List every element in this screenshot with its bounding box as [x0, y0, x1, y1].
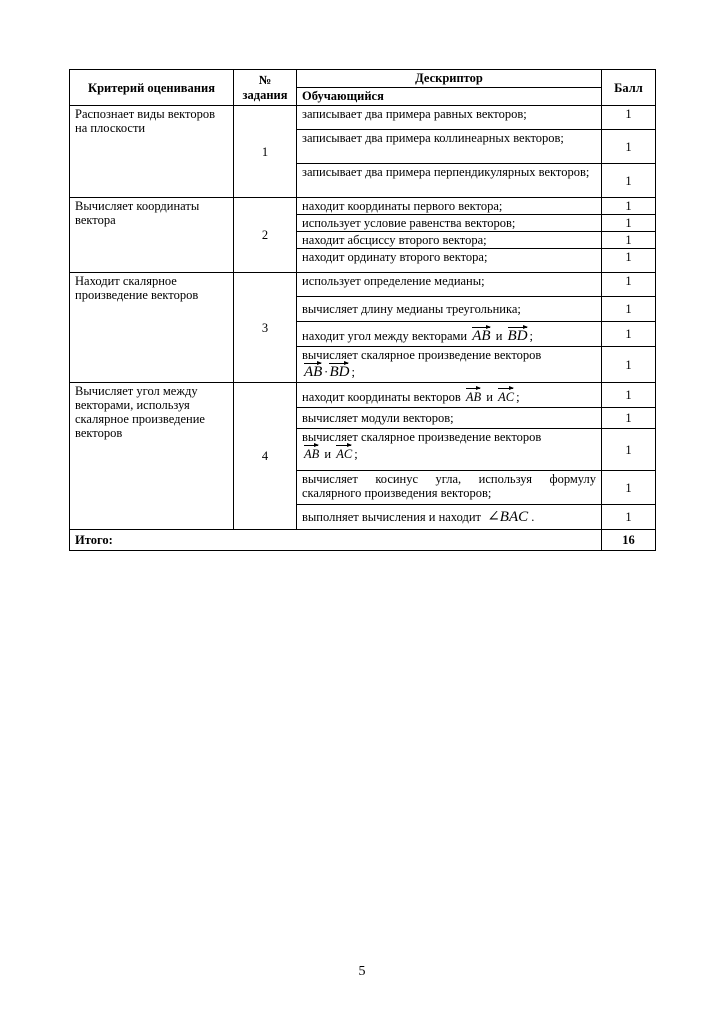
descriptor-cell — [297, 383, 602, 408]
task-number-cell: 1 — [234, 106, 297, 198]
descriptor-cell — [297, 322, 602, 347]
score-cell: 1 — [602, 164, 656, 198]
score-cell: 1 — [602, 273, 656, 297]
descriptor-cell — [297, 347, 602, 383]
descriptor-cell: находит абсциссу второго вектора; — [297, 232, 602, 249]
punctuation: ; — [351, 365, 355, 379]
descriptor-cell: использует условие равенства векторов; — [297, 215, 602, 232]
assessment-rubric-table — [69, 69, 656, 551]
header-task-number-line1: № — [258, 72, 272, 87]
table-row — [70, 106, 656, 130]
table-header-row — [70, 70, 656, 88]
table-row — [70, 383, 656, 408]
descriptor-text: находит координаты векторов — [302, 389, 461, 404]
score-cell: 1 — [602, 322, 656, 347]
punctuation: ; — [529, 328, 534, 343]
score-cell: 1 — [602, 429, 656, 471]
header-criterion: Критерий оценивания — [70, 70, 234, 106]
descriptor-cell: находит ординату второго вектора; — [297, 249, 602, 273]
score-cell: 1 — [602, 249, 656, 273]
header-learner: Обучающийся — [297, 88, 602, 106]
criterion-cell: Вычисляет угол между векторами, используя скалярное произведение векторов — [70, 383, 234, 530]
vector-bd: BD — [507, 327, 528, 344]
conjunction: и — [495, 328, 503, 343]
conjunction: и — [324, 447, 332, 461]
score-cell: 1 — [602, 347, 656, 383]
header-task-number — [234, 70, 297, 106]
descriptor-text: выполняет вычисления и находит — [302, 510, 481, 524]
score-cell: 1 — [602, 130, 656, 164]
dot-operator: · — [324, 365, 328, 379]
punctuation: . — [531, 510, 535, 524]
header-task-number-line2: задания — [242, 87, 288, 102]
vector-bd: BD — [329, 364, 350, 380]
total-label: Итого: — [70, 530, 602, 551]
punctuation: ; — [354, 447, 358, 461]
score-cell: 1 — [602, 297, 656, 322]
criterion-cell: Распознает виды векторов на плоскости — [70, 106, 234, 198]
vector-ab: AB — [304, 444, 319, 461]
descriptor-cell: записывает два примера коллинеарных векторов; — [297, 130, 602, 164]
descriptor-cell: записывает два примера перпендикулярных векторов; — [297, 164, 602, 198]
score-cell: 1 — [602, 215, 656, 232]
vector-ab: AB — [466, 387, 481, 404]
descriptor-cell: вычисляет длину медианы треугольника; — [297, 297, 602, 322]
vector-ac: AC — [336, 444, 352, 461]
criterion-cell: Находит скалярное произведение векторов — [70, 273, 234, 383]
task-number-cell: 3 — [234, 273, 297, 383]
header-score: Балл — [602, 70, 656, 106]
descriptor-cell: записывает два примера равных векторов; — [297, 106, 602, 130]
table-row — [70, 198, 656, 215]
task-number-cell: 4 — [234, 383, 297, 530]
angle-bac: ∠BAC — [487, 509, 529, 525]
descriptor-cell: находит координаты первого вектора; — [297, 198, 602, 215]
total-row — [70, 530, 656, 551]
score-cell: 1 — [602, 198, 656, 215]
total-value: 16 — [602, 530, 656, 551]
descriptor-text: находит угол между векторами — [302, 328, 468, 343]
page-number: 5 — [358, 964, 366, 979]
header-descriptor: Дескриптор — [297, 70, 602, 88]
criterion-cell: Вычисляет координаты вектора — [70, 198, 234, 273]
table-row — [70, 273, 656, 297]
score-cell: 1 — [602, 505, 656, 530]
descriptor-cell: использует определение медианы; — [297, 273, 602, 297]
score-cell: 1 — [602, 232, 656, 249]
vector-ab: AB — [472, 327, 491, 344]
descriptor-cell: вычисляет модули векторов; — [297, 408, 602, 429]
descriptor-text: вычисляет скалярное произведение векторов — [302, 430, 542, 444]
descriptor-text: вычисляет скалярное произведение векторов — [302, 348, 542, 362]
descriptor-cell — [297, 429, 602, 471]
descriptor-cell — [297, 505, 602, 530]
score-cell: 1 — [602, 383, 656, 408]
score-cell: 1 — [602, 408, 656, 429]
descriptor-cell: вычисляет косинус угла, используя формулу скалярного произведения векторов; — [297, 471, 602, 505]
task-number-cell: 2 — [234, 198, 297, 273]
punctuation: ; — [516, 389, 520, 404]
vector-ac: AC — [498, 387, 514, 404]
conjunction: и — [486, 389, 493, 404]
score-cell: 1 — [602, 471, 656, 505]
vector-ab: AB — [304, 364, 323, 380]
score-cell: 1 — [602, 106, 656, 130]
